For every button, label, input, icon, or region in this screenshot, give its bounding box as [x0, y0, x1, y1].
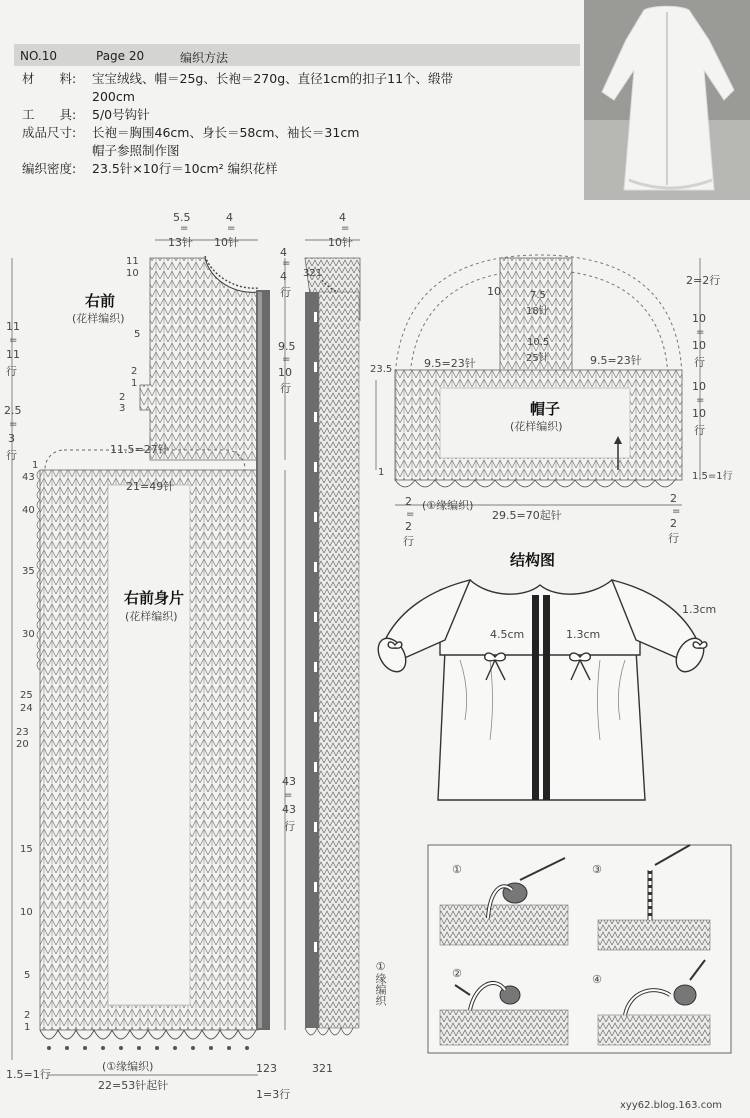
- right-dim-unit: 行: [280, 382, 291, 395]
- size-value: 长袍＝胸围46cm、身长＝58cm、袖长＝31cm: [92, 125, 360, 140]
- top-width-b: 4: [226, 211, 233, 224]
- left-dim-b-unit: 行: [6, 449, 17, 462]
- top-eq-a: =: [180, 223, 189, 234]
- row-number: 40: [22, 505, 35, 516]
- hat-right-c-unit: 行: [694, 424, 705, 437]
- step-number: ④: [592, 973, 602, 986]
- band-bottom-label-a: 123: [256, 1062, 277, 1075]
- band-top-width: 4: [339, 211, 346, 224]
- hat-bottom-left-eq: =: [406, 509, 415, 520]
- right-dim: 9.5: [278, 340, 296, 353]
- right-front-body-subtitle: (花样编织): [125, 610, 178, 623]
- row-number: 5: [134, 329, 141, 340]
- row-number: 24: [20, 703, 33, 714]
- website-watermark: xyy62.blog.163.com: [620, 1100, 723, 1111]
- size-value-cont: 帽子参照制作图: [92, 143, 180, 158]
- hat-bottom-right-rows: 2: [670, 517, 677, 530]
- row-number: 35: [22, 566, 35, 577]
- row-number: 1: [32, 460, 39, 471]
- hat-small-dim: 1: [378, 467, 385, 478]
- top-sts-b: 10针: [214, 236, 239, 249]
- band-bottom-label-b: 321: [312, 1062, 333, 1075]
- hat-bottom-left-a: 2: [405, 495, 412, 508]
- right-dim-rows: 10: [278, 366, 292, 379]
- hat-right-b-unit: 行: [694, 356, 705, 369]
- row-number: 11: [126, 256, 139, 267]
- pattern-title: 编织方法: [180, 51, 229, 65]
- hat-center-b: 10.5: [527, 337, 550, 348]
- shoulder-eq: =: [282, 258, 291, 269]
- gauge-label: 编织密度:: [22, 161, 77, 176]
- band-top-eq: =: [341, 223, 350, 234]
- materials-label: 材 料:: [22, 71, 77, 86]
- structure-dim-b: 1.3cm: [566, 628, 601, 641]
- tools-label: 工 具:: [22, 107, 77, 122]
- shoulder-dim: 4: [280, 246, 287, 259]
- hat-title: 帽子: [530, 400, 561, 418]
- page-number: Page 20: [96, 49, 145, 63]
- button-band-chart: [305, 240, 360, 1035]
- edge-note: (①缘编织): [102, 1060, 154, 1073]
- hat-right-b: 10: [692, 312, 706, 325]
- size-label: 成品尺寸:: [22, 125, 77, 140]
- yoke-width: 11.5=27针: [110, 443, 169, 456]
- hat-right-d: 1.5=1行: [692, 471, 733, 482]
- hat-height-left: 23.5: [370, 364, 393, 375]
- shoulder-rows: 4: [280, 270, 287, 283]
- hat-center-a: 7.5: [530, 290, 546, 301]
- left-dim-b: 2.5: [4, 404, 22, 417]
- step-number: ③: [592, 863, 602, 876]
- top-width-a: 5.5: [173, 211, 191, 224]
- row-number: 23: [16, 727, 29, 738]
- structure-dim-c: 1.3cm: [682, 603, 717, 616]
- pattern-number: NO.10: [20, 49, 58, 63]
- right-front-subtitle: (花样编织): [72, 312, 125, 325]
- right-front-upper-chart: [140, 256, 258, 460]
- structure-diagram: [373, 580, 710, 800]
- materials-value: 宝宝绒线、帽＝25g、长袍＝270g、直径1cm的扣子11个、缎带: [92, 71, 454, 86]
- body-right-unit: 行: [284, 820, 295, 833]
- hat-bottom-left-rows: 2: [405, 520, 412, 533]
- tools-value: 5/0号钩针: [92, 107, 150, 122]
- left-dim-a-unit: 行: [6, 365, 17, 378]
- structure-title: 结构图: [510, 551, 556, 569]
- row-number: 10: [126, 268, 139, 279]
- body-width: 21=49针: [126, 480, 175, 493]
- row-number: 2: [24, 1010, 31, 1021]
- band-top-label: 321: [303, 268, 323, 279]
- hat-top-row: 10: [487, 285, 501, 298]
- structure-dim-a: 4.5cm: [490, 628, 525, 641]
- body-right-rows: 43: [282, 803, 296, 816]
- step-number: ②: [452, 967, 462, 980]
- left-dim-b-eq: =: [9, 419, 18, 430]
- band-edge-note: ①缘编织: [374, 960, 387, 1006]
- step-number: ①: [452, 863, 462, 876]
- hat-center-b-sts: 25针: [526, 353, 549, 364]
- row-number: 43: [22, 472, 35, 483]
- hat-subtitle: (花样编织): [510, 420, 563, 433]
- left-dim-b-rows: 3: [8, 432, 15, 445]
- row-number: 20: [16, 739, 29, 750]
- body-right-dim: 43: [282, 775, 296, 788]
- right-front-body-title: 右前身片: [124, 589, 185, 607]
- materials-value: 200cm: [92, 89, 135, 104]
- bottom-left-dim: 1.5=1行: [6, 1068, 51, 1081]
- row-number: 15: [20, 844, 33, 855]
- bottom-width-dim: 22=53针起针: [98, 1079, 169, 1092]
- top-eq-b: =: [227, 223, 236, 234]
- right-front-body-chart: [40, 470, 258, 1030]
- hat-right-b-eq: =: [696, 327, 705, 338]
- hat-right-a: 2=2行: [686, 274, 721, 287]
- row-number: 1: [131, 378, 138, 389]
- hat-right-c-rows: 10: [692, 407, 706, 420]
- row-number: 2: [119, 392, 126, 403]
- row-number: 5: [24, 970, 31, 981]
- steps-frame: [428, 845, 731, 1053]
- hat-bottom-right-eq: =: [672, 506, 681, 517]
- hat-side-right: 9.5=23针: [590, 354, 642, 367]
- left-dim-a: 11: [6, 320, 20, 333]
- top-sts-a: 13针: [168, 236, 193, 249]
- band-top-sts: 10针: [328, 236, 353, 249]
- hat-edge-note: (①缘编织): [422, 499, 474, 512]
- row-number: 2: [131, 366, 138, 377]
- gauge-value: 23.5针×10行＝10cm² 编织花样: [92, 161, 278, 176]
- left-dim-a-rows: 11: [6, 348, 20, 361]
- body-right-eq: =: [284, 790, 293, 801]
- row-number: 25: [20, 690, 33, 701]
- row-number: 3: [119, 403, 126, 414]
- hat-bottom-left-unit: 行: [403, 535, 414, 548]
- hat-bottom-width: 29.5=70起针: [492, 509, 562, 522]
- left-dim-a-eq: =: [9, 335, 18, 346]
- hat-bottom-right-a: 2: [670, 492, 677, 505]
- shoulder-unit: 行: [280, 286, 291, 299]
- hat-right-c-eq: =: [696, 395, 705, 406]
- hat-center-a-sts: 18针: [526, 306, 549, 317]
- bottom-band-dim: 1=3行: [256, 1088, 291, 1101]
- hat-side-left: 9.5=23针: [424, 357, 476, 370]
- hat-right-b-rows: 10: [692, 339, 706, 352]
- row-number: 30: [22, 629, 35, 640]
- right-dim-eq: =: [282, 354, 291, 365]
- row-number: 10: [20, 907, 33, 918]
- right-front-title: 右前: [85, 292, 116, 310]
- hat-bottom-right-unit: 行: [668, 532, 679, 545]
- row-number: 1: [24, 1022, 31, 1033]
- hat-right-c: 10: [692, 380, 706, 393]
- scallop-edge: [40, 1030, 256, 1039]
